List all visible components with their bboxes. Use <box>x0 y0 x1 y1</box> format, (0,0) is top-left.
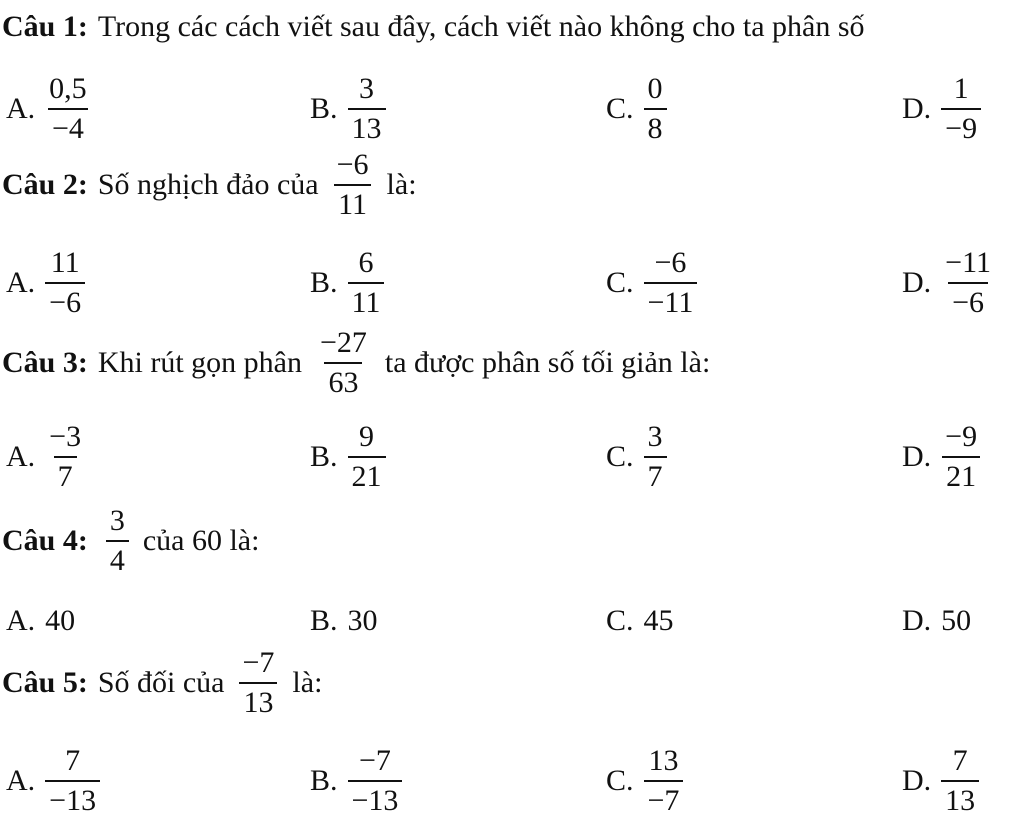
option-fraction <box>644 746 684 816</box>
q5-option-c <box>606 746 683 816</box>
question-5 <box>2 648 322 718</box>
question-label: Câu 3: <box>2 346 88 379</box>
question-label: Câu 1: <box>2 10 88 43</box>
denominator: −7 <box>644 780 684 816</box>
option-letter: C. <box>606 604 634 637</box>
option-letter: C. <box>606 440 634 473</box>
denominator: 11 <box>348 282 385 318</box>
denominator: −13 <box>45 780 100 816</box>
numerator: −9 <box>945 420 978 453</box>
option-fraction <box>348 74 386 144</box>
q3-option-b <box>310 422 386 492</box>
question-2 <box>2 150 417 220</box>
denominator: 63 <box>324 362 362 398</box>
denominator: −6 <box>45 282 85 318</box>
q5-option-a <box>6 746 100 816</box>
option-letter: A. <box>6 92 36 125</box>
q3-option-c <box>606 422 667 492</box>
numerator: 3 <box>109 504 125 537</box>
question-1 <box>2 10 865 44</box>
option-letter: B. <box>310 440 338 473</box>
numerator: 3 <box>647 420 663 453</box>
option-value: 40 <box>45 604 76 637</box>
q4-option-b <box>310 604 378 638</box>
question-text: Trong các cách viết sau đây, cách viết nào không cho ta phân số <box>97 10 865 43</box>
numerator: 9 <box>359 420 375 453</box>
numerator: 0 <box>647 72 663 105</box>
option-fraction <box>941 248 995 318</box>
option-fraction <box>45 422 85 492</box>
denominator: −4 <box>48 108 88 144</box>
option-letter: D. <box>902 764 932 797</box>
denominator: 21 <box>942 456 980 492</box>
q1-option-d <box>902 74 981 144</box>
denominator: 11 <box>334 184 371 220</box>
denominator: −9 <box>941 108 981 144</box>
question-fraction <box>333 150 373 220</box>
numerator: 7 <box>65 744 81 777</box>
option-letter: D. <box>902 92 932 125</box>
q4-option-c <box>606 604 674 638</box>
q2-option-d <box>902 248 995 318</box>
option-fraction <box>941 74 981 144</box>
numerator: −11 <box>945 246 991 279</box>
option-letter: B. <box>310 92 338 125</box>
question-1-stem <box>2 10 865 44</box>
q3-option-d <box>902 422 981 492</box>
question-5-stem <box>2 648 322 718</box>
q1-option-b <box>310 74 386 144</box>
option-letter: B. <box>310 764 338 797</box>
option-value: 45 <box>643 604 674 637</box>
question-text-after: là: <box>386 168 417 201</box>
denominator: 4 <box>106 540 129 576</box>
question-text-after: ta được phân số tối giản là: <box>384 346 711 379</box>
numerator: −7 <box>242 646 275 679</box>
q2-option-b <box>310 248 384 318</box>
option-letter: C. <box>606 266 634 299</box>
numerator: −27 <box>319 326 367 359</box>
question-fraction <box>239 648 279 718</box>
question-label: Câu 4: <box>2 524 88 557</box>
numerator: −3 <box>49 420 82 453</box>
option-value: 30 <box>347 604 378 637</box>
question-4-stem <box>2 506 259 576</box>
question-text: Khi rút gọn phân <box>97 346 302 379</box>
question-text: Số nghịch đảo của <box>97 168 319 201</box>
numerator: 11 <box>50 246 80 279</box>
option-value: 50 <box>941 604 972 637</box>
numerator: 3 <box>359 72 375 105</box>
option-letter: A. <box>6 266 36 299</box>
numerator: −7 <box>359 744 391 777</box>
numerator: −6 <box>336 148 369 181</box>
question-fraction <box>106 506 129 576</box>
q5-option-b <box>310 746 402 816</box>
option-letter: D. <box>902 440 932 473</box>
option-letter: A. <box>6 764 36 797</box>
q4-option-d <box>902 604 971 638</box>
denominator: 13 <box>239 682 277 718</box>
option-fraction <box>348 248 385 318</box>
option-letter: C. <box>606 92 634 125</box>
q1-option-a <box>6 74 91 144</box>
option-letter: A. <box>6 604 36 637</box>
numerator: 6 <box>358 246 374 279</box>
option-letter: B. <box>310 266 338 299</box>
denominator: −11 <box>644 282 698 318</box>
denominator: 13 <box>941 780 979 816</box>
question-label: Câu 2: <box>2 168 88 201</box>
option-letter: D. <box>902 604 932 637</box>
option-fraction <box>644 422 667 492</box>
option-fraction <box>941 422 981 492</box>
question-text-after: là: <box>292 666 323 699</box>
numerator: 7 <box>952 744 968 777</box>
denominator: −13 <box>348 780 403 816</box>
numerator: −6 <box>654 246 687 279</box>
question-4 <box>2 506 259 576</box>
q4-option-a <box>6 604 75 638</box>
option-letter: B. <box>310 604 338 637</box>
numerator: 1 <box>953 72 969 105</box>
question-3 <box>2 328 710 398</box>
denominator: 13 <box>348 108 386 144</box>
question-text-after: của 60 là: <box>142 524 260 557</box>
q5-option-d <box>902 746 979 816</box>
question-text: Số đối của <box>97 666 225 699</box>
q3-option-a <box>6 422 85 492</box>
denominator: 7 <box>644 456 667 492</box>
q2-option-c <box>606 248 697 318</box>
q2-option-a <box>6 248 85 318</box>
denominator: 7 <box>54 456 77 492</box>
option-fraction <box>644 248 698 318</box>
question-2-stem <box>2 150 417 220</box>
option-fraction <box>644 74 667 144</box>
option-fraction <box>45 248 85 318</box>
question-fraction <box>316 328 371 398</box>
q1-option-c <box>606 74 667 144</box>
option-fraction <box>45 74 91 144</box>
denominator: 21 <box>348 456 386 492</box>
question-3-stem <box>2 328 710 398</box>
option-fraction <box>941 746 979 816</box>
option-letter: C. <box>606 764 634 797</box>
option-letter: D. <box>902 266 932 299</box>
question-label: Câu 5: <box>2 666 88 699</box>
numerator: 0,5 <box>49 72 87 105</box>
option-fraction <box>45 746 100 816</box>
numerator: 13 <box>648 744 679 777</box>
option-fraction <box>348 422 386 492</box>
option-letter: A. <box>6 440 36 473</box>
denominator: −6 <box>948 282 988 318</box>
denominator: 8 <box>644 108 667 144</box>
option-fraction <box>348 746 403 816</box>
